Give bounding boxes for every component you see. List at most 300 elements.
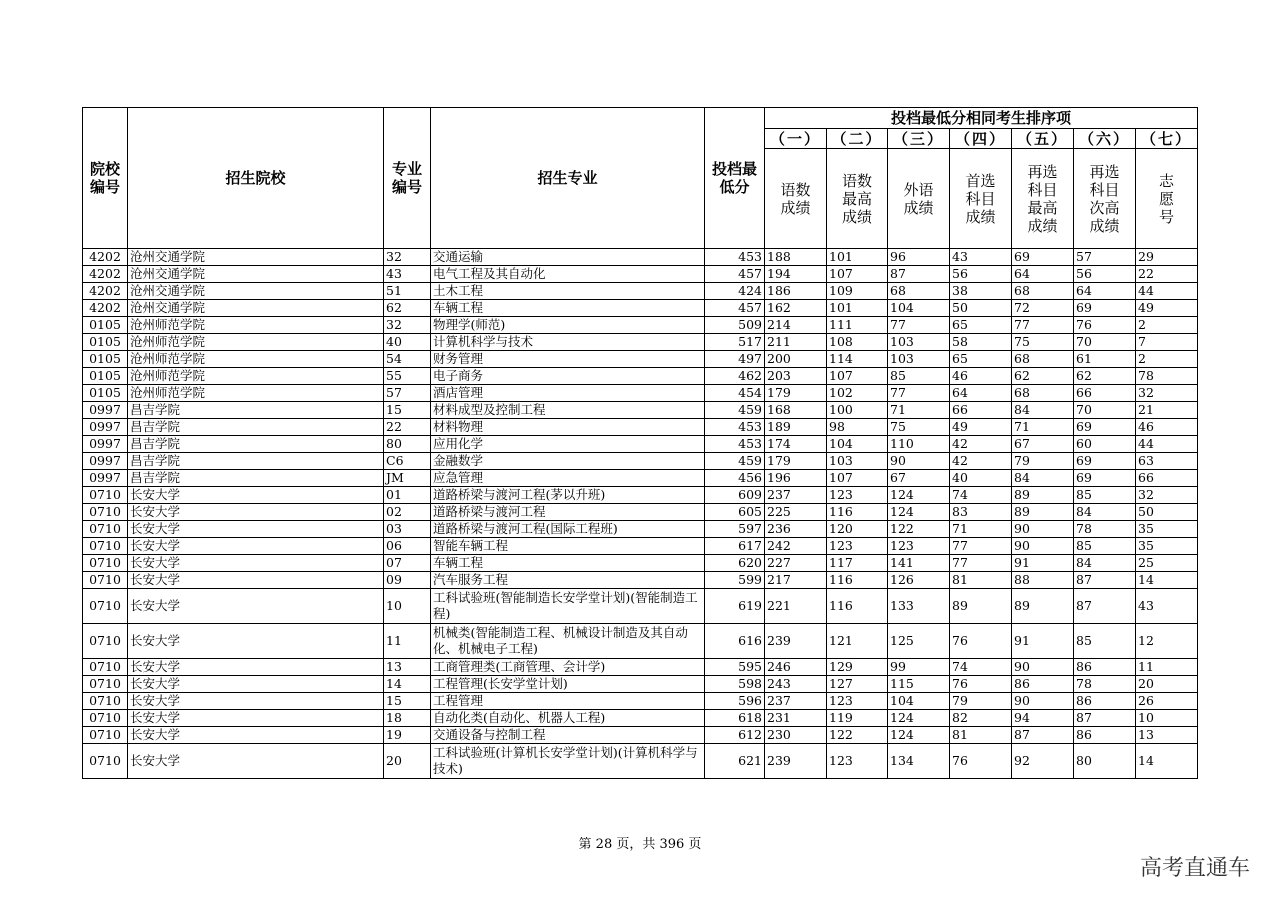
school-code-cell: 0710: [83, 710, 128, 727]
first-subject-cell: 82: [950, 710, 1012, 727]
foreign-language-cell: 115: [888, 676, 950, 693]
reselect-max-cell: 90: [1012, 538, 1074, 555]
first-subject-cell: 42: [950, 453, 1012, 470]
reselect-second-cell: 85: [1074, 538, 1136, 555]
reselect-max-cell: 71: [1012, 419, 1074, 436]
school-code-cell: 0710: [83, 487, 128, 504]
major-name-cell: 道路桥梁与渡河工程(国际工程班): [431, 521, 705, 538]
min-score-cell: 609: [705, 487, 765, 504]
chinese-math-score-cell: 242: [765, 538, 827, 555]
chinese-math-max-cell: 111: [827, 317, 888, 334]
foreign-language-cell: 85: [888, 368, 950, 385]
major-code-cell: 13: [384, 659, 431, 676]
major-name-cell: 工程管理: [431, 693, 705, 710]
chinese-math-max-cell: 98: [827, 419, 888, 436]
preference-number-cell: 22: [1136, 266, 1198, 283]
first-subject-cell: 89: [950, 589, 1012, 624]
table-row: [83, 470, 1198, 487]
foreign-language-cell: 103: [888, 334, 950, 351]
school-code-cell: 0710: [83, 538, 128, 555]
school-name-cell: 长安大学: [128, 521, 384, 538]
school-name-cell: 沧州师范学院: [128, 334, 384, 351]
min-score-cell: 605: [705, 504, 765, 521]
major-name-cell: 车辆工程: [431, 300, 705, 317]
header-order-item: 首选科目成绩: [950, 149, 1012, 249]
preference-number-cell: 2: [1136, 351, 1198, 368]
header-min-score: 投档最低分: [705, 108, 765, 249]
reselect-second-cell: 69: [1074, 419, 1136, 436]
foreign-language-cell: 77: [888, 385, 950, 402]
preference-number-cell: 35: [1136, 521, 1198, 538]
chinese-math-score-cell: 188: [765, 249, 827, 266]
reselect-second-cell: 86: [1074, 693, 1136, 710]
header-school-name: 招生院校: [128, 108, 384, 249]
preference-number-cell: 78: [1136, 368, 1198, 385]
header-order-label: （四）: [950, 129, 1012, 149]
reselect-max-cell: 86: [1012, 676, 1074, 693]
table-row: [83, 402, 1198, 419]
first-subject-cell: 65: [950, 351, 1012, 368]
chinese-math-score-cell: 168: [765, 402, 827, 419]
header-major-name: 招生专业: [431, 108, 705, 249]
reselect-max-cell: 89: [1012, 504, 1074, 521]
reselect-max-cell: 62: [1012, 368, 1074, 385]
chinese-math-score-cell: 203: [765, 368, 827, 385]
chinese-math-score-cell: 214: [765, 317, 827, 334]
chinese-math-score-cell: 162: [765, 300, 827, 317]
reselect-max-cell: 67: [1012, 436, 1074, 453]
chinese-math-max-cell: 117: [827, 555, 888, 572]
major-name-cell: 交通运输: [431, 249, 705, 266]
school-code-cell: 0105: [83, 317, 128, 334]
reselect-max-cell: 91: [1012, 555, 1074, 572]
foreign-language-cell: 99: [888, 659, 950, 676]
min-score-cell: 618: [705, 710, 765, 727]
reselect-second-cell: 76: [1074, 317, 1136, 334]
preference-number-cell: 14: [1136, 744, 1198, 779]
chinese-math-max-cell: 104: [827, 436, 888, 453]
reselect-second-cell: 64: [1074, 283, 1136, 300]
chinese-math-max-cell: 123: [827, 693, 888, 710]
table-row: [83, 266, 1198, 283]
chinese-math-score-cell: 189: [765, 419, 827, 436]
reselect-max-cell: 88: [1012, 572, 1074, 589]
first-subject-cell: 65: [950, 317, 1012, 334]
major-name-cell: 道路桥梁与渡河工程(茅以升班): [431, 487, 705, 504]
chinese-math-max-cell: 102: [827, 385, 888, 402]
first-subject-cell: 79: [950, 693, 1012, 710]
admission-score-table: [82, 107, 1198, 779]
foreign-language-cell: 68: [888, 283, 950, 300]
first-subject-cell: 81: [950, 572, 1012, 589]
reselect-max-cell: 68: [1012, 351, 1074, 368]
min-score-cell: 621: [705, 744, 765, 779]
chinese-math-max-cell: 107: [827, 368, 888, 385]
reselect-second-cell: 80: [1074, 744, 1136, 779]
foreign-language-cell: 124: [888, 710, 950, 727]
major-code-cell: 32: [384, 249, 431, 266]
school-name-cell: 长安大学: [128, 538, 384, 555]
chinese-math-max-cell: 100: [827, 402, 888, 419]
chinese-math-score-cell: 194: [765, 266, 827, 283]
chinese-math-max-cell: 119: [827, 710, 888, 727]
major-code-cell: 51: [384, 283, 431, 300]
chinese-math-max-cell: 103: [827, 453, 888, 470]
reselect-second-cell: 62: [1074, 368, 1136, 385]
min-score-cell: 617: [705, 538, 765, 555]
min-score-cell: 497: [705, 351, 765, 368]
chinese-math-max-cell: 107: [827, 470, 888, 487]
major-code-cell: 03: [384, 521, 431, 538]
reselect-second-cell: 86: [1074, 659, 1136, 676]
chinese-math-max-cell: 123: [827, 487, 888, 504]
reselect-second-cell: 78: [1074, 521, 1136, 538]
reselect-second-cell: 69: [1074, 453, 1136, 470]
chinese-math-max-cell: 101: [827, 300, 888, 317]
reselect-max-cell: 90: [1012, 659, 1074, 676]
preference-number-cell: 44: [1136, 436, 1198, 453]
table-row: [83, 283, 1198, 300]
chinese-math-score-cell: 231: [765, 710, 827, 727]
chinese-math-score-cell: 230: [765, 727, 827, 744]
table-row: [83, 624, 1198, 659]
major-code-cell: 18: [384, 710, 431, 727]
school-code-cell: 0105: [83, 368, 128, 385]
reselect-max-cell: 68: [1012, 385, 1074, 402]
reselect-second-cell: 85: [1074, 487, 1136, 504]
major-code-cell: 54: [384, 351, 431, 368]
chinese-math-score-cell: 179: [765, 453, 827, 470]
school-name-cell: 长安大学: [128, 693, 384, 710]
chinese-math-score-cell: 174: [765, 436, 827, 453]
major-code-cell: 02: [384, 504, 431, 521]
chinese-math-score-cell: 237: [765, 487, 827, 504]
reselect-second-cell: 69: [1074, 470, 1136, 487]
school-code-cell: 0997: [83, 402, 128, 419]
school-code-cell: 0710: [83, 659, 128, 676]
preference-number-cell: 26: [1136, 693, 1198, 710]
school-code-cell: 0710: [83, 744, 128, 779]
major-name-cell: 道路桥梁与渡河工程: [431, 504, 705, 521]
major-name-cell: 工商管理类(工商管理、会计学): [431, 659, 705, 676]
major-code-cell: 55: [384, 368, 431, 385]
table-header: [83, 108, 1198, 249]
header-tie-break-title: 投档最低分相同考生排序项: [765, 108, 1198, 129]
table-row: [83, 676, 1198, 693]
major-code-cell: 80: [384, 436, 431, 453]
preference-number-cell: 11: [1136, 659, 1198, 676]
table-row: [83, 385, 1198, 402]
min-score-cell: 612: [705, 727, 765, 744]
chinese-math-score-cell: 225: [765, 504, 827, 521]
preference-number-cell: 21: [1136, 402, 1198, 419]
preference-number-cell: 20: [1136, 676, 1198, 693]
chinese-math-score-cell: 196: [765, 470, 827, 487]
school-code-cell: 0710: [83, 693, 128, 710]
chinese-math-score-cell: 200: [765, 351, 827, 368]
first-subject-cell: 77: [950, 555, 1012, 572]
school-name-cell: 昌吉学院: [128, 453, 384, 470]
min-score-cell: 620: [705, 555, 765, 572]
first-subject-cell: 76: [950, 624, 1012, 659]
min-score-cell: 598: [705, 676, 765, 693]
header-order-label: （六）: [1074, 129, 1136, 149]
chinese-math-max-cell: 122: [827, 727, 888, 744]
header-order-label: （二）: [827, 129, 888, 149]
reselect-second-cell: 61: [1074, 351, 1136, 368]
table-row: [83, 249, 1198, 266]
reselect-max-cell: 90: [1012, 693, 1074, 710]
foreign-language-cell: 77: [888, 317, 950, 334]
min-score-cell: 454: [705, 385, 765, 402]
preference-number-cell: 35: [1136, 538, 1198, 555]
table-row: [83, 436, 1198, 453]
foreign-language-cell: 104: [888, 693, 950, 710]
header-order-label: （五）: [1012, 129, 1074, 149]
reselect-second-cell: 70: [1074, 402, 1136, 419]
chinese-math-score-cell: 239: [765, 624, 827, 659]
reselect-second-cell: 84: [1074, 555, 1136, 572]
page-number: 第 28 页，共 396 页: [578, 837, 702, 852]
school-name-cell: 长安大学: [128, 487, 384, 504]
reselect-max-cell: 75: [1012, 334, 1074, 351]
preference-number-cell: 13: [1136, 727, 1198, 744]
chinese-math-max-cell: 121: [827, 624, 888, 659]
major-code-cell: 20: [384, 744, 431, 779]
preference-number-cell: 32: [1136, 385, 1198, 402]
school-name-cell: 沧州师范学院: [128, 385, 384, 402]
header-order-label: （一）: [765, 129, 827, 149]
school-name-cell: 长安大学: [128, 504, 384, 521]
foreign-language-cell: 134: [888, 744, 950, 779]
reselect-second-cell: 84: [1074, 504, 1136, 521]
chinese-math-max-cell: 101: [827, 249, 888, 266]
major-code-cell: 43: [384, 266, 431, 283]
table-row: [83, 351, 1198, 368]
major-name-cell: 车辆工程: [431, 555, 705, 572]
chinese-math-max-cell: 116: [827, 589, 888, 624]
first-subject-cell: 56: [950, 266, 1012, 283]
min-score-cell: 453: [705, 419, 765, 436]
foreign-language-cell: 104: [888, 300, 950, 317]
major-code-cell: 07: [384, 555, 431, 572]
reselect-max-cell: 69: [1012, 249, 1074, 266]
first-subject-cell: 81: [950, 727, 1012, 744]
preference-number-cell: 66: [1136, 470, 1198, 487]
major-name-cell: 酒店管理: [431, 385, 705, 402]
foreign-language-cell: 125: [888, 624, 950, 659]
preference-number-cell: 10: [1136, 710, 1198, 727]
min-score-cell: 616: [705, 624, 765, 659]
min-score-cell: 456: [705, 470, 765, 487]
major-name-cell: 电子商务: [431, 368, 705, 385]
school-name-cell: 长安大学: [128, 727, 384, 744]
chinese-math-max-cell: 108: [827, 334, 888, 351]
table-row: [83, 555, 1198, 572]
major-name-cell: 电气工程及其自动化: [431, 266, 705, 283]
first-subject-cell: 42: [950, 436, 1012, 453]
major-code-cell: C6: [384, 453, 431, 470]
preference-number-cell: 46: [1136, 419, 1198, 436]
header-school-code: 院校编号: [83, 108, 128, 249]
school-code-cell: 0710: [83, 589, 128, 624]
first-subject-cell: 74: [950, 659, 1012, 676]
min-score-cell: 459: [705, 402, 765, 419]
reselect-max-cell: 87: [1012, 727, 1074, 744]
preference-number-cell: 44: [1136, 283, 1198, 300]
table-row: [83, 317, 1198, 334]
school-name-cell: 沧州交通学院: [128, 283, 384, 300]
header-order-item: 语数成绩: [765, 149, 827, 249]
reselect-max-cell: 77: [1012, 317, 1074, 334]
major-name-cell: 财务管理: [431, 351, 705, 368]
table-row: [83, 419, 1198, 436]
school-name-cell: 沧州交通学院: [128, 249, 384, 266]
major-name-cell: 工程管理(长安学堂计划): [431, 676, 705, 693]
foreign-language-cell: 75: [888, 419, 950, 436]
major-name-cell: 机械类(智能制造工程、机械设计制造及其自动化、机械电子工程): [431, 624, 705, 659]
preference-number-cell: 50: [1136, 504, 1198, 521]
table-row: [83, 538, 1198, 555]
first-subject-cell: 76: [950, 744, 1012, 779]
reselect-max-cell: 72: [1012, 300, 1074, 317]
chinese-math-score-cell: 211: [765, 334, 827, 351]
reselect-max-cell: 94: [1012, 710, 1074, 727]
chinese-math-score-cell: 221: [765, 589, 827, 624]
foreign-language-cell: 133: [888, 589, 950, 624]
major-name-cell: 智能车辆工程: [431, 538, 705, 555]
reselect-max-cell: 91: [1012, 624, 1074, 659]
major-name-cell: 工科试验班(智能制造长安学堂计划)(智能制造工程): [431, 589, 705, 624]
reselect-second-cell: 86: [1074, 727, 1136, 744]
chinese-math-max-cell: 123: [827, 744, 888, 779]
school-code-cell: 0710: [83, 624, 128, 659]
header-major-code: 专业编号: [384, 108, 431, 249]
major-name-cell: 汽车服务工程: [431, 572, 705, 589]
chinese-math-score-cell: 237: [765, 693, 827, 710]
min-score-cell: 597: [705, 521, 765, 538]
min-score-cell: 453: [705, 249, 765, 266]
header-order-item: 外语成绩: [888, 149, 950, 249]
reselect-second-cell: 70: [1074, 334, 1136, 351]
school-name-cell: 长安大学: [128, 589, 384, 624]
school-name-cell: 长安大学: [128, 572, 384, 589]
header-order-item: 再选科目最高成绩: [1012, 149, 1074, 249]
chinese-math-score-cell: 217: [765, 572, 827, 589]
preference-number-cell: 25: [1136, 555, 1198, 572]
school-code-cell: 0105: [83, 385, 128, 402]
min-score-cell: 457: [705, 266, 765, 283]
first-subject-cell: 50: [950, 300, 1012, 317]
min-score-cell: 509: [705, 317, 765, 334]
major-code-cell: 09: [384, 572, 431, 589]
reselect-second-cell: 87: [1074, 589, 1136, 624]
chinese-math-max-cell: 116: [827, 504, 888, 521]
major-code-cell: 62: [384, 300, 431, 317]
min-score-cell: 457: [705, 300, 765, 317]
school-code-cell: 0710: [83, 727, 128, 744]
first-subject-cell: 49: [950, 419, 1012, 436]
chinese-math-max-cell: 107: [827, 266, 888, 283]
min-score-cell: 596: [705, 693, 765, 710]
table-row: [83, 487, 1198, 504]
table-row: [83, 693, 1198, 710]
school-code-cell: 0105: [83, 334, 128, 351]
table-body: [83, 249, 1198, 779]
foreign-language-cell: 103: [888, 351, 950, 368]
first-subject-cell: 64: [950, 385, 1012, 402]
major-code-cell: JM: [384, 470, 431, 487]
school-name-cell: 长安大学: [128, 744, 384, 779]
school-code-cell: 0997: [83, 470, 128, 487]
reselect-second-cell: 56: [1074, 266, 1136, 283]
table-row: [83, 334, 1198, 351]
foreign-language-cell: 126: [888, 572, 950, 589]
major-name-cell: 土木工程: [431, 283, 705, 300]
foreign-language-cell: 110: [888, 436, 950, 453]
min-score-cell: 599: [705, 572, 765, 589]
table-row: [83, 589, 1198, 624]
min-score-cell: 462: [705, 368, 765, 385]
reselect-second-cell: 78: [1074, 676, 1136, 693]
table-row: [83, 300, 1198, 317]
major-code-cell: 10: [384, 589, 431, 624]
reselect-second-cell: 66: [1074, 385, 1136, 402]
first-subject-cell: 58: [950, 334, 1012, 351]
chinese-math-max-cell: 109: [827, 283, 888, 300]
major-code-cell: 19: [384, 727, 431, 744]
reselect-max-cell: 84: [1012, 470, 1074, 487]
school-code-cell: 0710: [83, 555, 128, 572]
first-subject-cell: 38: [950, 283, 1012, 300]
min-score-cell: 424: [705, 283, 765, 300]
reselect-max-cell: 90: [1012, 521, 1074, 538]
major-name-cell: 材料物理: [431, 419, 705, 436]
table-row: [83, 727, 1198, 744]
school-code-cell: 0997: [83, 436, 128, 453]
school-code-cell: 0710: [83, 504, 128, 521]
school-code-cell: 0710: [83, 521, 128, 538]
preference-number-cell: 63: [1136, 453, 1198, 470]
preference-number-cell: 29: [1136, 249, 1198, 266]
school-name-cell: 昌吉学院: [128, 419, 384, 436]
reselect-max-cell: 84: [1012, 402, 1074, 419]
reselect-second-cell: 69: [1074, 300, 1136, 317]
major-code-cell: 40: [384, 334, 431, 351]
school-code-cell: 0710: [83, 676, 128, 693]
major-code-cell: 32: [384, 317, 431, 334]
preference-number-cell: 43: [1136, 589, 1198, 624]
chinese-math-max-cell: 127: [827, 676, 888, 693]
chinese-math-score-cell: 236: [765, 521, 827, 538]
major-name-cell: 物理学(师范): [431, 317, 705, 334]
school-code-cell: 0997: [83, 419, 128, 436]
foreign-language-cell: 87: [888, 266, 950, 283]
table-row: [83, 744, 1198, 779]
min-score-cell: 517: [705, 334, 765, 351]
table-row: [83, 572, 1198, 589]
school-name-cell: 昌吉学院: [128, 402, 384, 419]
preference-number-cell: 32: [1136, 487, 1198, 504]
major-code-cell: 15: [384, 402, 431, 419]
header-order-item: 再选科目次高成绩: [1074, 149, 1136, 249]
school-name-cell: 长安大学: [128, 676, 384, 693]
chinese-math-score-cell: 227: [765, 555, 827, 572]
reselect-second-cell: 87: [1074, 572, 1136, 589]
major-name-cell: 自动化类(自动化、机器人工程): [431, 710, 705, 727]
school-name-cell: 昌吉学院: [128, 470, 384, 487]
first-subject-cell: 46: [950, 368, 1012, 385]
